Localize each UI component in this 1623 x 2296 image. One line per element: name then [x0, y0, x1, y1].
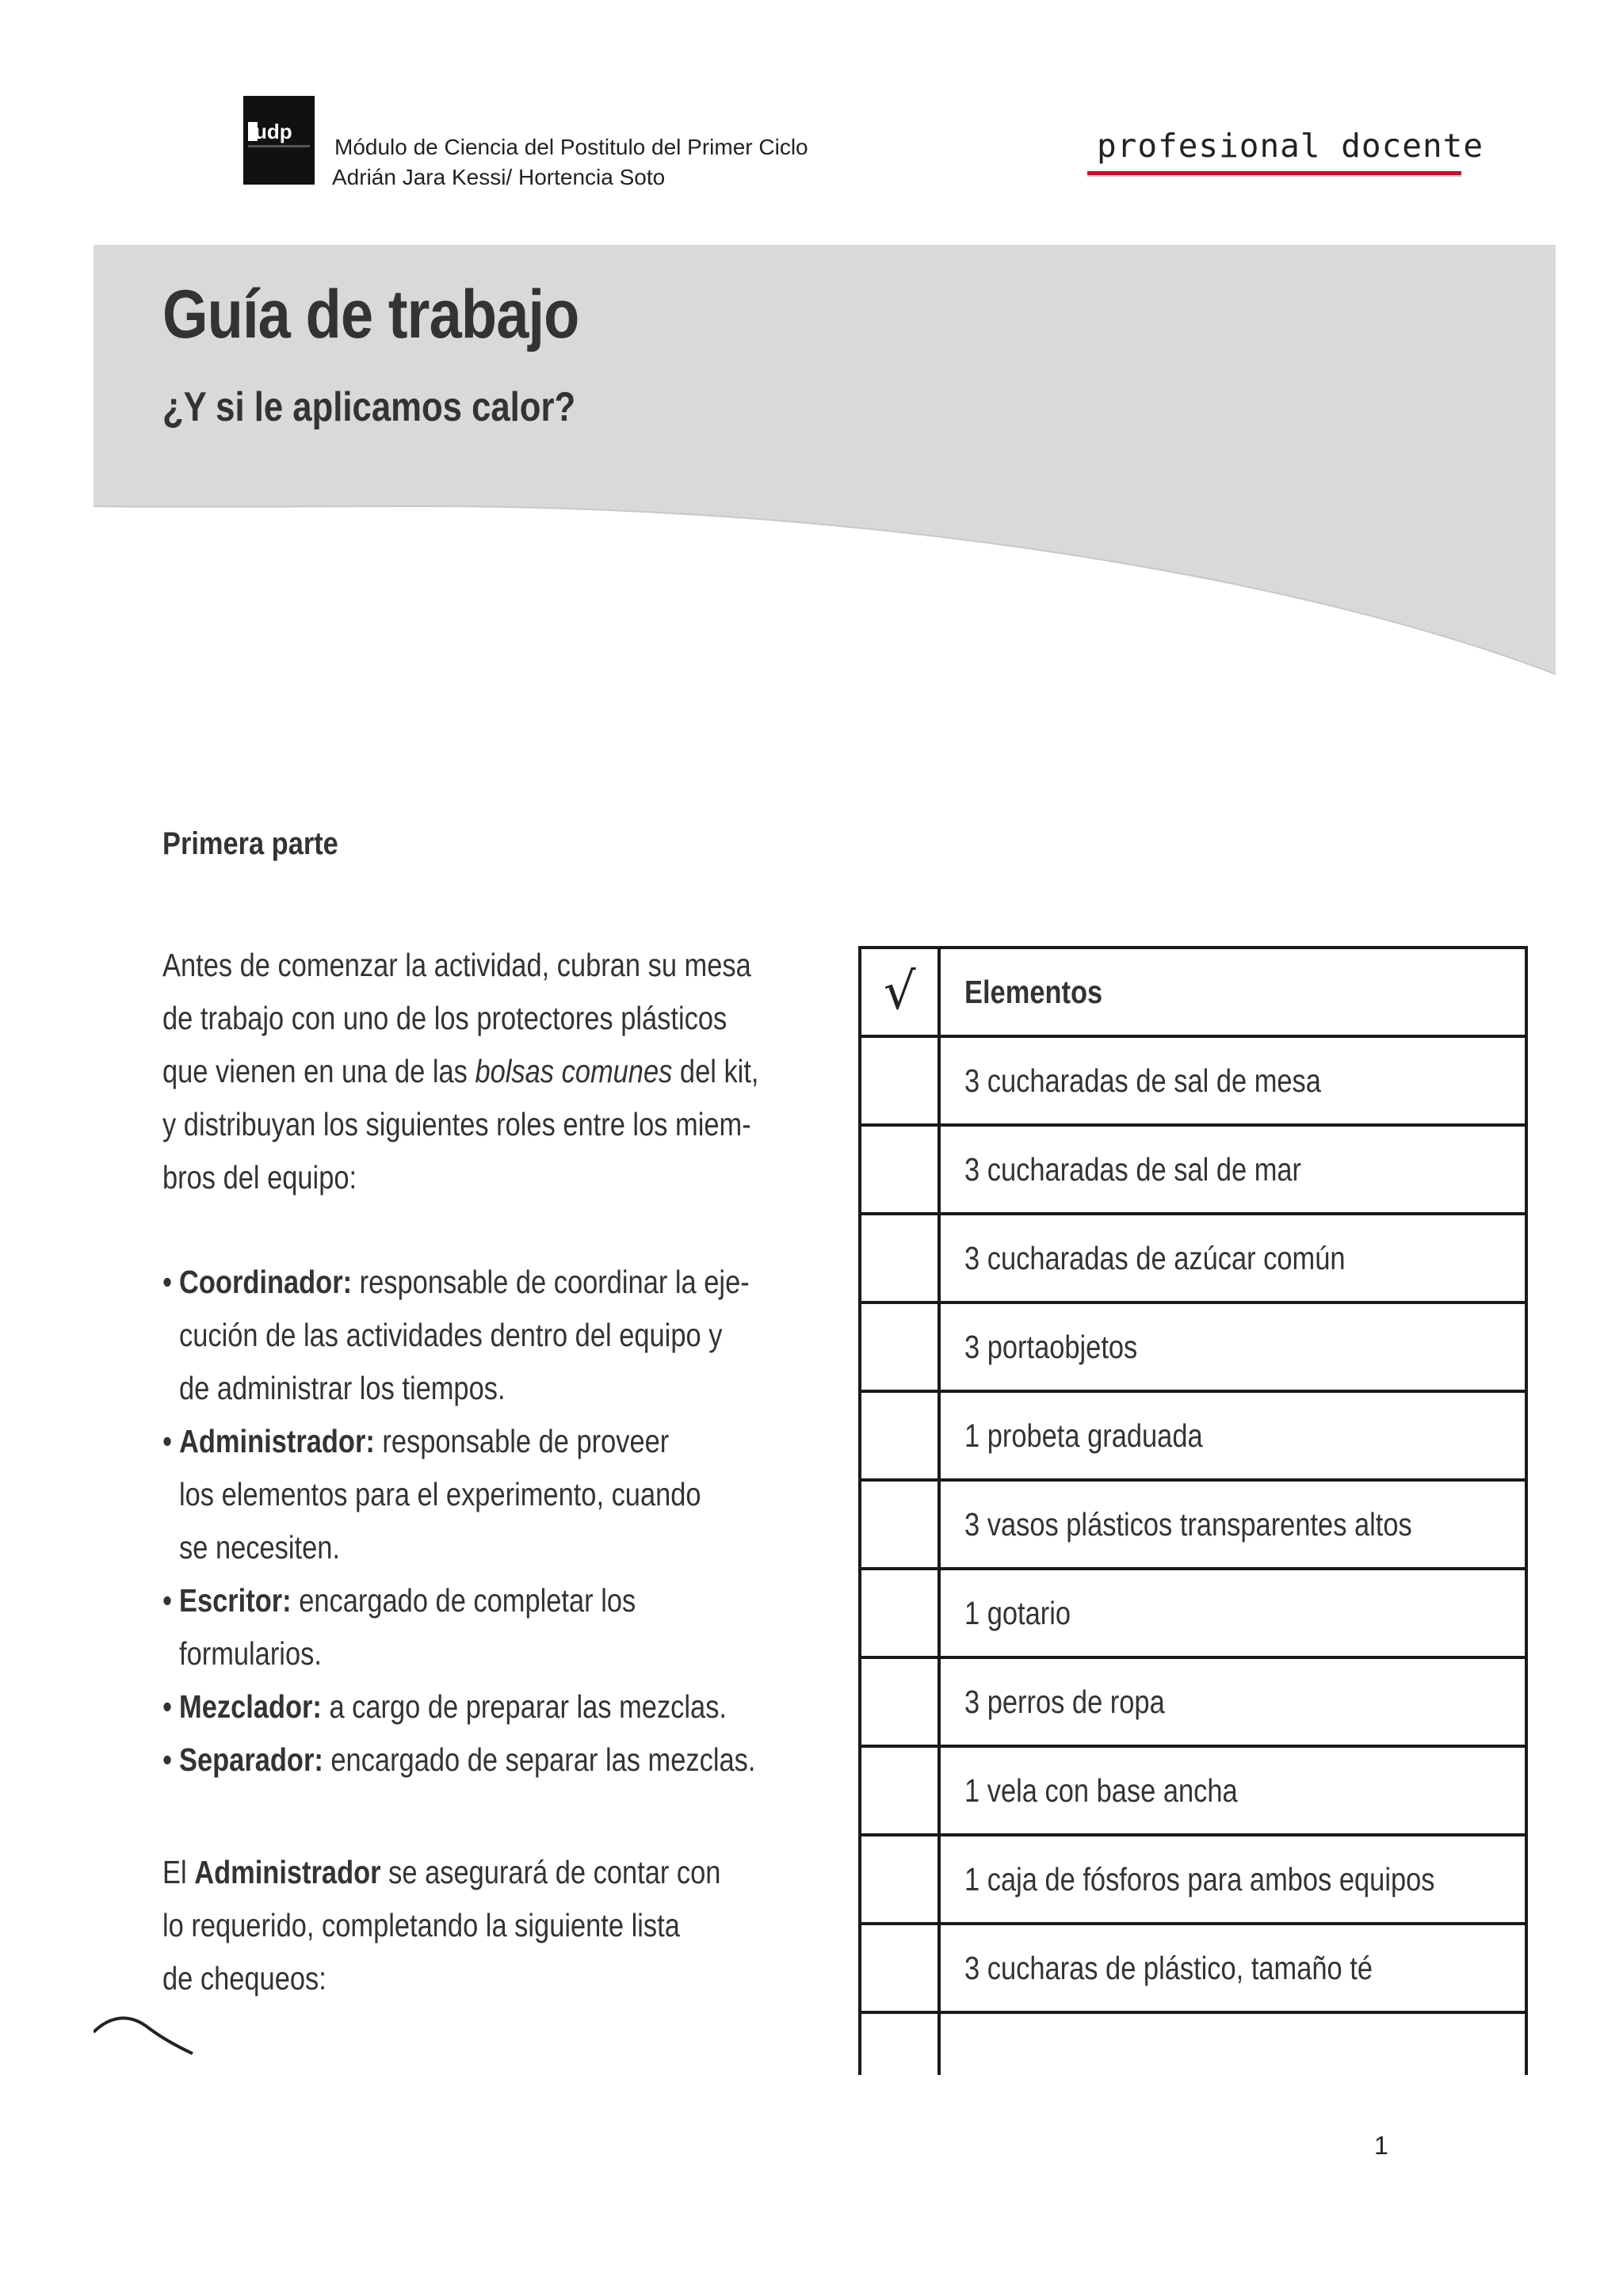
- bullet: •: [162, 1741, 173, 1778]
- item-cell: [939, 1214, 1526, 1302]
- role-item: [162, 1680, 762, 1733]
- brand-label: profesional docente: [1097, 127, 1484, 165]
- intro-italic: bolsas comunes: [475, 1053, 673, 1089]
- checkbox-cell[interactable]: [860, 1480, 939, 1569]
- role-item: [162, 1415, 762, 1574]
- item-cell: [939, 1036, 1526, 1125]
- checkbox-cell[interactable]: [860, 1924, 939, 2012]
- bullet: •: [162, 1264, 173, 1300]
- page-subtitle: ¿Y si le aplicamos calor?: [162, 384, 576, 430]
- bullet: •: [162, 1582, 173, 1619]
- role-desc: responsable de coordinar la eje-: [352, 1264, 750, 1300]
- roles-list: [162, 1256, 762, 1787]
- intro-text-end: del kit,: [672, 1053, 759, 1089]
- checkbox-cell[interactable]: [860, 1036, 939, 1125]
- table-row: [860, 1924, 1526, 2012]
- item-label: 1 caja de fósforos para ambos equipos: [964, 1860, 1435, 1897]
- item-cell: [939, 1657, 1526, 1746]
- role-name: Coordinador:: [179, 1264, 353, 1300]
- item-cell: [939, 1391, 1526, 1480]
- item-cell: [939, 1125, 1526, 1214]
- checkbox-cell[interactable]: [860, 1657, 939, 1746]
- udp-logo: [243, 96, 315, 185]
- role-desc-line: cución de las actividades dentro del equipo y: [179, 1317, 723, 1353]
- brand-rule-shadow: [1087, 175, 1461, 177]
- item-label: 1 vela con base ancha: [964, 1772, 1239, 1809]
- logo-text: udp: [254, 120, 292, 143]
- closing-line: de chequeos:: [162, 1960, 327, 1997]
- closing-bold: Administrador: [194, 1854, 381, 1890]
- checkbox-cell[interactable]: [860, 1391, 939, 1480]
- checkbox-cell[interactable]: [860, 1569, 939, 1657]
- check-header-cell: [860, 948, 939, 1036]
- role-item: [162, 1733, 762, 1787]
- intro-line: de trabajo con uno de los protectores plásticos: [162, 1000, 727, 1036]
- item-cell: [939, 1480, 1526, 1569]
- checklist-table: [858, 946, 1528, 2075]
- role-desc-line: los elementos para el experimento, cuando: [179, 1476, 701, 1512]
- check-mark-icon: √: [883, 963, 916, 1021]
- bullet: •: [162, 1688, 173, 1725]
- page-title: Guía de trabajo: [162, 277, 579, 353]
- checkbox-cell: [860, 2012, 939, 2075]
- role-desc: responsable de proveer: [374, 1423, 670, 1459]
- table-row: [860, 1657, 1526, 1746]
- table-row: [860, 1746, 1526, 1835]
- item-cell: [939, 1835, 1526, 1924]
- role-name: Escritor:: [179, 1582, 292, 1619]
- item-label: 3 cucharadas de azúcar común: [964, 1239, 1346, 1276]
- item-cell: [939, 1746, 1526, 1835]
- closing-prefix: El: [162, 1854, 195, 1890]
- item-label: 3 cucharadas de sal de mesa: [964, 1062, 1322, 1099]
- decorative-curve: [94, 2004, 204, 2076]
- header-course-title: Módulo de Ciencia del Postitulo del Primer Ciclo: [334, 135, 808, 159]
- role-item: [162, 1574, 762, 1680]
- item-cell: [939, 1569, 1526, 1657]
- item-label: 1 probeta graduada: [964, 1417, 1204, 1454]
- role-desc-line: formularios.: [179, 1635, 322, 1672]
- logo-underline: [248, 145, 310, 147]
- bullet: •: [162, 1423, 173, 1459]
- table-row: [860, 1302, 1526, 1391]
- role-desc: encargado de completar los: [291, 1582, 636, 1619]
- closing-paragraph: [162, 1846, 720, 2005]
- item-cell: [939, 1924, 1526, 2012]
- intro-line: y distribuyan los siguientes roles entre los miem-: [162, 1106, 751, 1142]
- closing-line: [162, 1846, 720, 1899]
- checkbox-cell[interactable]: [860, 1835, 939, 1924]
- role-desc-line: se necesiten.: [179, 1529, 340, 1566]
- item-label: 3 vasos plásticos transparentes altos: [964, 1505, 1413, 1543]
- items-header: Elementos: [964, 973, 1103, 1010]
- intro-text: que vienen en una de las: [162, 1053, 475, 1089]
- page-number: 1: [1374, 2131, 1388, 2160]
- intro-line: bros del equipo:: [162, 1159, 357, 1196]
- checkbox-cell[interactable]: [860, 1214, 939, 1302]
- item-label: 3 cucharas de plástico, tamaño té: [964, 1949, 1373, 1986]
- role-desc-line: de administrar los tiempos.: [179, 1370, 506, 1406]
- item-label: 3 portaobjetos: [964, 1328, 1138, 1365]
- role-desc: a cargo de preparar las mezclas.: [321, 1688, 727, 1725]
- closing-line: lo requerido, completando la siguiente lista: [162, 1907, 680, 1943]
- table-row: [860, 1569, 1526, 1657]
- table-row: [860, 1835, 1526, 1924]
- section-title: Primera parte: [162, 826, 338, 861]
- item-label: 1 gotario: [964, 1594, 1071, 1631]
- checkbox-cell[interactable]: [860, 1746, 939, 1835]
- intro-line: [162, 1045, 758, 1098]
- role-name: Separador:: [179, 1741, 323, 1778]
- role-desc: encargado de separar las mezclas.: [323, 1741, 756, 1778]
- item-label: 3 perros de ropa: [964, 1683, 1166, 1720]
- role-name: Administrador:: [179, 1423, 375, 1459]
- closing-rest: se asegurará de contar con: [380, 1854, 721, 1890]
- table-row: [860, 1480, 1526, 1569]
- checkbox-cell[interactable]: [860, 1302, 939, 1391]
- checklist: [858, 946, 1528, 2075]
- table-row: [860, 1391, 1526, 1480]
- checkbox-cell[interactable]: [860, 1125, 939, 1214]
- item-cell: [939, 1302, 1526, 1391]
- header-authors: Adrián Jara Kessi/ Hortencia Soto: [332, 165, 666, 189]
- item-cell: [939, 2012, 1526, 2075]
- table-row: [860, 1125, 1526, 1214]
- items-header-cell: [939, 948, 1526, 1036]
- intro-line: Antes de comenzar la actividad, cubran su mesa: [162, 947, 751, 983]
- table-row: [860, 1036, 1526, 1125]
- table-row: [860, 1214, 1526, 1302]
- table-header-row: [860, 948, 1526, 1036]
- item-label: 3 cucharadas de sal de mar: [964, 1150, 1302, 1188]
- role-name: Mezclador:: [179, 1688, 322, 1725]
- role-item: [162, 1256, 762, 1415]
- table-row-cut: [860, 2012, 1526, 2075]
- intro-paragraph: [162, 939, 758, 1204]
